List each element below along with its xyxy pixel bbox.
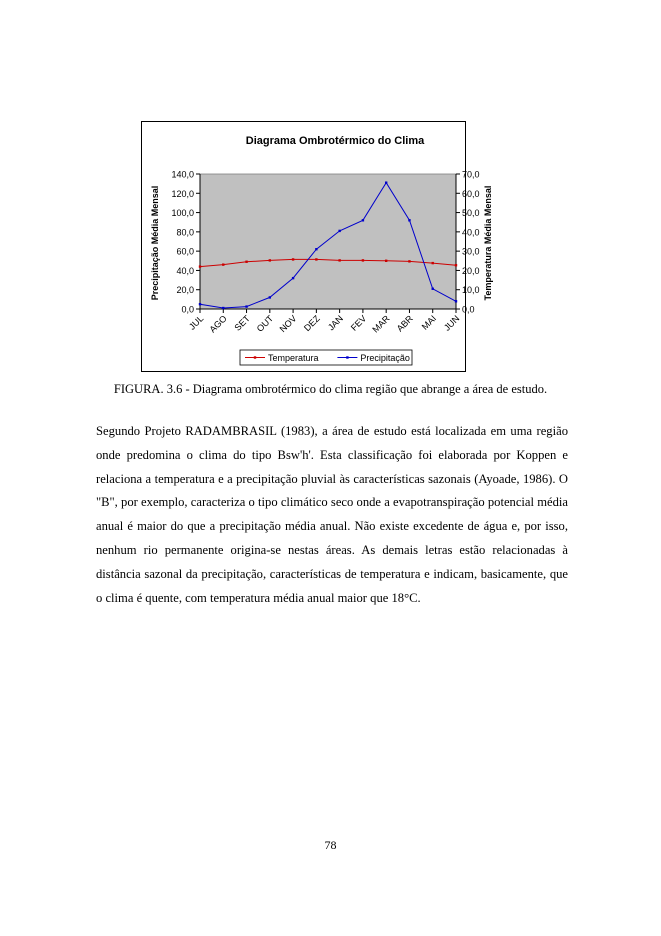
y-axis-right-label: Temperatura Média Mensal bbox=[483, 185, 493, 301]
y-right-tick-label: 10,0 bbox=[462, 285, 480, 296]
chart-frame bbox=[141, 121, 493, 372]
series-point-0 bbox=[269, 259, 271, 261]
x-tick-label: SET bbox=[232, 313, 252, 333]
series-point-0 bbox=[292, 258, 294, 260]
y-right-tick-label: 30,0 bbox=[462, 246, 480, 257]
y-right-tick-label: 60,0 bbox=[462, 188, 480, 199]
x-tick-label: ABR bbox=[394, 313, 415, 334]
series-point-0 bbox=[338, 259, 340, 261]
y-right-tick-label: 0,0 bbox=[462, 304, 475, 315]
series-point-1 bbox=[455, 300, 457, 302]
x-tick-label: MAR bbox=[370, 313, 392, 335]
series-point-0 bbox=[222, 263, 224, 265]
y-axis-left-label: Precipitação Média Mensal bbox=[150, 185, 160, 301]
y-right-tick-label: 20,0 bbox=[462, 265, 480, 276]
plot-area bbox=[171, 170, 479, 366]
chart-title: Diagrama Ombrotérmico do Clima bbox=[245, 135, 425, 147]
series-point-0 bbox=[385, 260, 387, 262]
figure-caption: FIGURA. 3.6 - Diagrama ombrotérmico do clima região que abrange a área de estudo. bbox=[113, 382, 548, 396]
y-left-tick-label: 20,0 bbox=[176, 285, 194, 296]
series-point-0 bbox=[245, 261, 247, 263]
series-point-1 bbox=[199, 303, 201, 305]
series-point-1 bbox=[338, 230, 340, 232]
x-tick-label: NOV bbox=[277, 313, 299, 335]
y-left-tick-label: 120,0 bbox=[171, 188, 194, 199]
x-tick-label: FEV bbox=[348, 313, 369, 333]
y-left-tick-label: 80,0 bbox=[176, 227, 194, 238]
x-tick-label: JUL bbox=[187, 313, 206, 332]
series-point-1 bbox=[269, 296, 271, 298]
series-point-1 bbox=[222, 307, 224, 309]
x-tick-label: JUN bbox=[441, 313, 462, 333]
x-tick-label: OUT bbox=[254, 313, 276, 334]
series-point-0 bbox=[432, 262, 434, 264]
y-left-tick-label: 40,0 bbox=[176, 265, 194, 276]
y-right-tick-label: 70,0 bbox=[462, 169, 480, 180]
page-number: 78 bbox=[324, 838, 337, 852]
legend-marker-1 bbox=[346, 356, 348, 358]
series-point-0 bbox=[199, 265, 201, 267]
x-tick-label: AGO bbox=[207, 313, 229, 335]
y-right-tick-label: 50,0 bbox=[462, 208, 480, 219]
y-right-tick-label: 40,0 bbox=[462, 227, 480, 238]
y-left-tick-label: 100,0 bbox=[171, 208, 194, 219]
x-tick-label: MAI bbox=[419, 313, 439, 332]
ombrothermic-chart bbox=[142, 122, 493, 371]
series-point-1 bbox=[408, 219, 410, 221]
series-point-1 bbox=[315, 248, 317, 250]
legend-marker-0 bbox=[254, 356, 256, 358]
series-point-0 bbox=[315, 258, 317, 260]
body-paragraph: Segundo Projeto RADAMBRASIL (1983), a área de estudo está localizada em uma região onde predomina o clima do tipo Bsw'h'. Esta classificação foi elaborada por Koppen e relaciona a temperatura e a precipitação pluvial às características sazonais (Ayoade, 1986). O "B", por exemplo, caracteriza o tipo climático seco onde a evapotranspiração potencial média anual é maior do que a precipitação média anual. Não existe excedente de água e, por isso, nenhum rio permanente origina-se nestas áreas. As demais letras estão relacionadas à distância sazonal da precipitação, características de temperatura e indicam, basicamente, que o clima é quente, com temperatura média anual maior que 18°C. bbox=[96, 424, 568, 605]
plot-background bbox=[200, 174, 456, 309]
y-left-tick-label: 0,0 bbox=[181, 304, 194, 315]
legend-label-0: Temperatura bbox=[268, 353, 319, 363]
series-point-0 bbox=[362, 259, 364, 261]
series-point-1 bbox=[385, 181, 387, 183]
x-tick-label: JAN bbox=[325, 313, 346, 333]
x-tick-label: DEZ bbox=[301, 313, 322, 334]
y-left-tick-label: 140,0 bbox=[171, 169, 194, 180]
series-point-1 bbox=[292, 277, 294, 279]
series-point-0 bbox=[455, 264, 457, 266]
y-left-tick-label: 60,0 bbox=[176, 246, 194, 257]
series-point-1 bbox=[432, 288, 434, 290]
series-point-1 bbox=[245, 305, 247, 307]
legend-label-1: Precipitação bbox=[360, 353, 410, 363]
series-point-0 bbox=[408, 260, 410, 262]
series-point-1 bbox=[362, 219, 364, 221]
